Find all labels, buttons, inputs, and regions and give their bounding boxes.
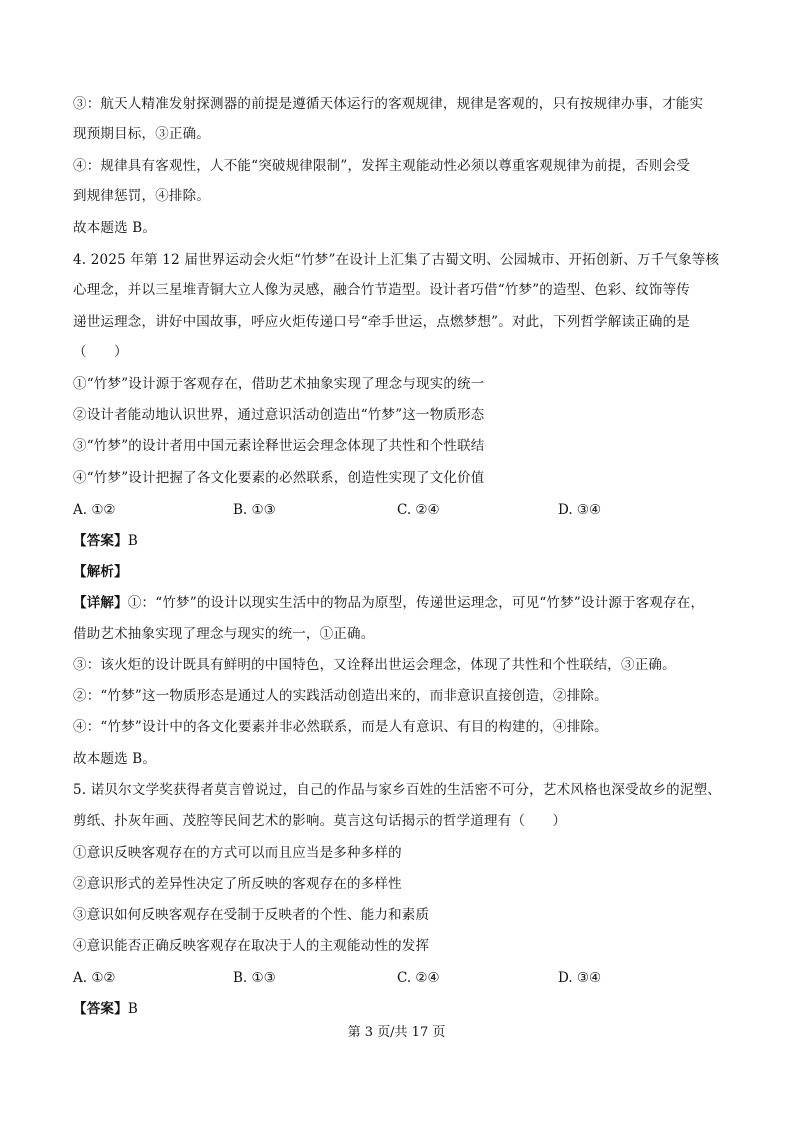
q4-stem-line2: 心理念，并以三星堆青铜大立人像为灵感，融合竹节造型。设计者巧借“竹梦”的造型、色彩、纹饰等传 (73, 282, 691, 298)
q5-option-d: D. ③④ (558, 970, 602, 986)
q4-conclusion: 故本题选 B。 (73, 751, 157, 767)
q5-options (73, 968, 733, 988)
q4-option-c: C. ②④ (397, 502, 440, 518)
q4-stem-line3: 递世运理念，讲好中国故事，呼应火炬传递口号“牵手世运，点燃梦想”。对此，下列哲学解读正确的是 (73, 314, 691, 330)
q4-detail-tag: 【详解】 (73, 595, 128, 611)
q5-option-c: C. ②④ (397, 970, 440, 986)
q4-answer-tag: 【答案】 (73, 533, 128, 549)
q4-option-b: B. ①③ (233, 502, 276, 518)
q4-stem-line4: （ ） (73, 344, 128, 360)
q4-options (73, 500, 733, 520)
q4-answer-value: B (127, 533, 138, 549)
page-footer: 第 3 页/共 17 页 (347, 1025, 446, 1040)
q5-answer-tag: 【答案】 (73, 1001, 128, 1017)
q4-detail-line3: ③：该火炬的设计既具有鲜明的中国特色，又诠释出世运会理念，体现了共性和个性联结，③正确。 (73, 657, 676, 673)
q5-option-a: A. ①② (73, 970, 116, 986)
q5-stem-line2: 剪纸、扑灰年画、茂腔等民间艺术的影响。莫言这句话揭示的哲学道理有（ ） (73, 813, 567, 829)
q4-option-a: A. ①② (73, 502, 116, 518)
q4-stem-line1: 4. 2025 年第 12 届世界运动会火炬“竹梦”在设计上汇集了古蜀文明、公园城市、开拓创新、万千气象等核 (73, 252, 720, 268)
q5-answer (73, 999, 733, 1019)
q4-analysis-tag: 【解析】 (73, 564, 128, 580)
q4-detail-line5: ④：“竹梦”设计中的各文化要素并非必然联系，而是人有意识、有目的构建的，④排除。 (73, 719, 608, 735)
q5-stem-line1: 5. 诺贝尔文学奖获得者莫言曾说过，自己的作品与家乡百姓的生活密不可分，艺术风格也深受故乡的泥塑、 (73, 782, 721, 798)
q4-statement: ②设计者能动地认识世界，通过意识活动创造出“竹梦”这一物质形态 (73, 407, 485, 423)
q4-detail-text: ①：“竹梦”的设计以现实生活中的物品为原型，传递世运理念，可见“竹梦”设计源于客观存在， (127, 595, 705, 611)
q4-detail-line1 (73, 593, 733, 613)
q4-statement: ④“竹梦”设计把握了各文化要素的必然联系，创造性实现了文化价值 (73, 470, 485, 486)
q4-detail-line4: ②：“竹梦”这一物质形态是通过人的实践活动创造出来的，而非意识直接创造，②排除。 (73, 688, 608, 704)
q3-item3-line1: ③：航天人精准发射探测器的前提是遵循天体运行的客观规律，规律是客观的，只有按规律办事，才能实 (73, 96, 704, 112)
q4-option-d: D. ③④ (558, 502, 602, 518)
q5-statement: ①意识反映客观存在的方式可以而且应当是多种多样的 (73, 845, 402, 861)
q5-statement: ②意识形式的差异性决定了所反映的客观存在的多样性 (73, 876, 402, 892)
q5-answer-value: B (127, 1001, 138, 1017)
q5-statement: ④意识能否正确反映客观存在取决于人的主观能动性的发挥 (73, 938, 430, 954)
q4-statement: ③“竹梦”的设计者用中国元素诠释世运会理念体现了共性和个性联结 (73, 438, 485, 454)
q3-conclusion: 故本题选 B。 (73, 220, 157, 236)
q5-option-b: B. ①③ (233, 970, 276, 986)
q4-answer (73, 531, 733, 551)
q3-item4-line1: ④：规律具有客观性，人不能“突破规律限制”，发挥主观能动性必须以尊重客观规律为前提，否则会受 (73, 158, 691, 174)
q5-statement: ③意识如何反映客观存在受制于反映者的个性、能力和素质 (73, 907, 430, 923)
q4-analysis-heading (73, 562, 733, 582)
q4-detail-line2: 借助艺术抽象实现了理念与现实的统一，①正确。 (73, 626, 375, 642)
q3-item3-line2: 现预期目标，③正确。 (73, 126, 210, 142)
q3-item4-line2: 到规律惩罚，④排除。 (73, 188, 210, 204)
q4-statement: ①“竹梦”设计源于客观存在，借助艺术抽象实现了理念与现实的统一 (73, 376, 485, 392)
